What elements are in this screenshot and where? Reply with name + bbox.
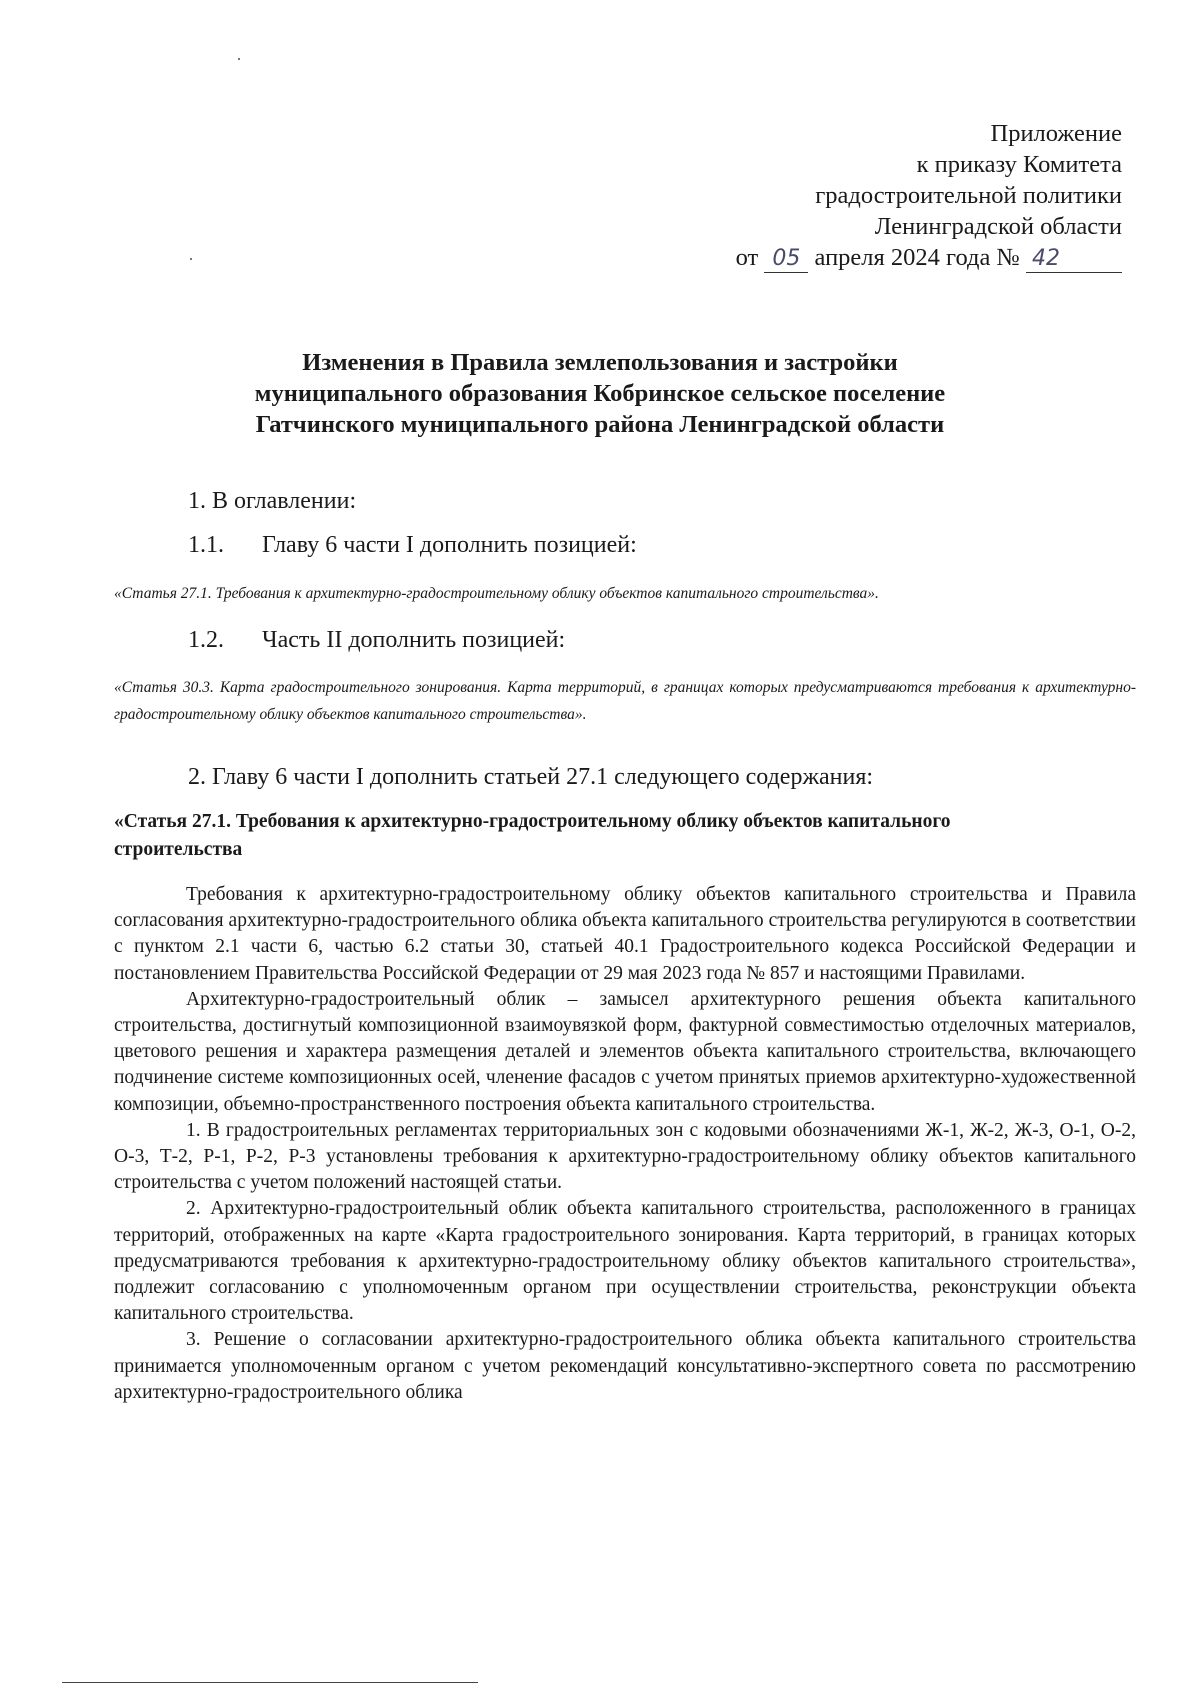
item-1-1-text: Главу 6 части I дополнить позицией: (262, 532, 637, 558)
item-1-2 (188, 627, 565, 654)
scan-speck (238, 58, 240, 60)
approval-day-field (764, 245, 808, 273)
footnote-divider (62, 1682, 478, 1683)
approval-month-year: апреля 2024 года № (814, 244, 1020, 271)
approval-number-field (1026, 245, 1122, 273)
item-1-1 (188, 532, 637, 559)
title-line: Изменения в Правила землепользования и застройки (302, 349, 898, 376)
approval-day: 05 (772, 246, 801, 271)
item-1: 1. В оглавлении: (188, 488, 357, 514)
article-body (114, 882, 1136, 1406)
approval-line: к приказу Комитета (916, 151, 1122, 178)
item-1-2-number: 1.2. (188, 627, 224, 653)
approval-line: Приложение (990, 120, 1122, 147)
article-paragraph: Архитектурно-градостроительный облик – замысел архитектурного решения объекта капитального строительства, достигнутый композиционной взаимоувязкой форм, фактурной совместимостью отделочных материалов, цветового решения и характера размещения деталей и элементов объекта капитального строительства, включающего подчинение системе композиционных осей, членение фасадов с учетом принятых приемов архитектурно-художественной композиции, объемно-пространственного построения объекта капитального строительства. (114, 988, 1136, 1115)
title-line: Гатчинского муниципального района Ленинградской области (255, 411, 945, 438)
article-paragraph: 3. Решение о согласовании архитектурно-градостроительного облика объекта капитального строительства принимается уполномоченным органом с учетом рекомендаций консультативно-экспертного совета по рассмотрению архитектурно-градостроительного облика (114, 1329, 1136, 1403)
approval-number: 42 (1032, 246, 1060, 271)
approval-date-line (736, 242, 1122, 273)
approval-line: Ленинградской области (874, 213, 1122, 240)
item-1-1-quote: «Статья 27.1. Требования к архитектурно-градостроительному облику объектов капитального строительства». (114, 585, 879, 602)
item-1-2-quote: «Статья 30.3. Карта градостроительного зонирования. Карта территорий, в границах которых предусматриваются требования к архитектурно-градостроительному облику объектов капитального строительства». (114, 679, 1136, 723)
item-2: 2. Главу 6 части I дополнить статьей 27.1 следующего содержания: (188, 764, 874, 790)
document-title (120, 347, 1080, 440)
article-paragraph: Требования к архитектурно-градостроительному облику объектов капитального строительства и Правила согласования архитектурно-градостроительного облика объекта капитального строительства регулируются в соответствии с пунктом 2.1 части 6, частью 6.2 статьи 30, статьей 40.1 Градостроительного кодекса Российской Федерации и постановлением Правительства Российской Федерации от 29 мая 2023 года № 857 и настоящими Правилами. (114, 884, 1136, 984)
approval-block (736, 118, 1122, 273)
article-heading: «Статья 27.1. Требования к архитектурно-градостроительному облику объектов капитального строительства (114, 811, 951, 860)
article-paragraph: 1. В градостроительных регламентах территориальных зон с кодовыми обозначениями Ж-1, Ж-2, Ж-3, О-1, О-2, О-3, Т-2, Р-1, Р-2, Р-3 установлены требования к архитектурно-градостроительному облику объектов капитального строительства с учетом положений настоящей статьи. (114, 1119, 1136, 1194)
scan-speck (190, 258, 192, 260)
title-line: муниципального образования Кобринское сельское поселение (254, 380, 946, 407)
approval-line: градостроительной политики (815, 182, 1122, 209)
item-1-2-text: Часть II дополнить позицией: (262, 627, 566, 653)
article-paragraph: 2. Архитектурно-градостроительный облик объекта капитального строительства, расположенного в границах территорий, отображенных на карте «Карта градостроительного зонирования. Карта территорий, в границах которых предусматриваются требования к архитектурно-градостроительному облику объектов капитального строительства», подлежит согласованию с уполномоченным органом при осуществлении строительства, реконструкции объекта капитального строительства. (114, 1198, 1136, 1325)
approval-from: от (735, 244, 759, 271)
item-1-1-number: 1.1. (188, 532, 224, 558)
